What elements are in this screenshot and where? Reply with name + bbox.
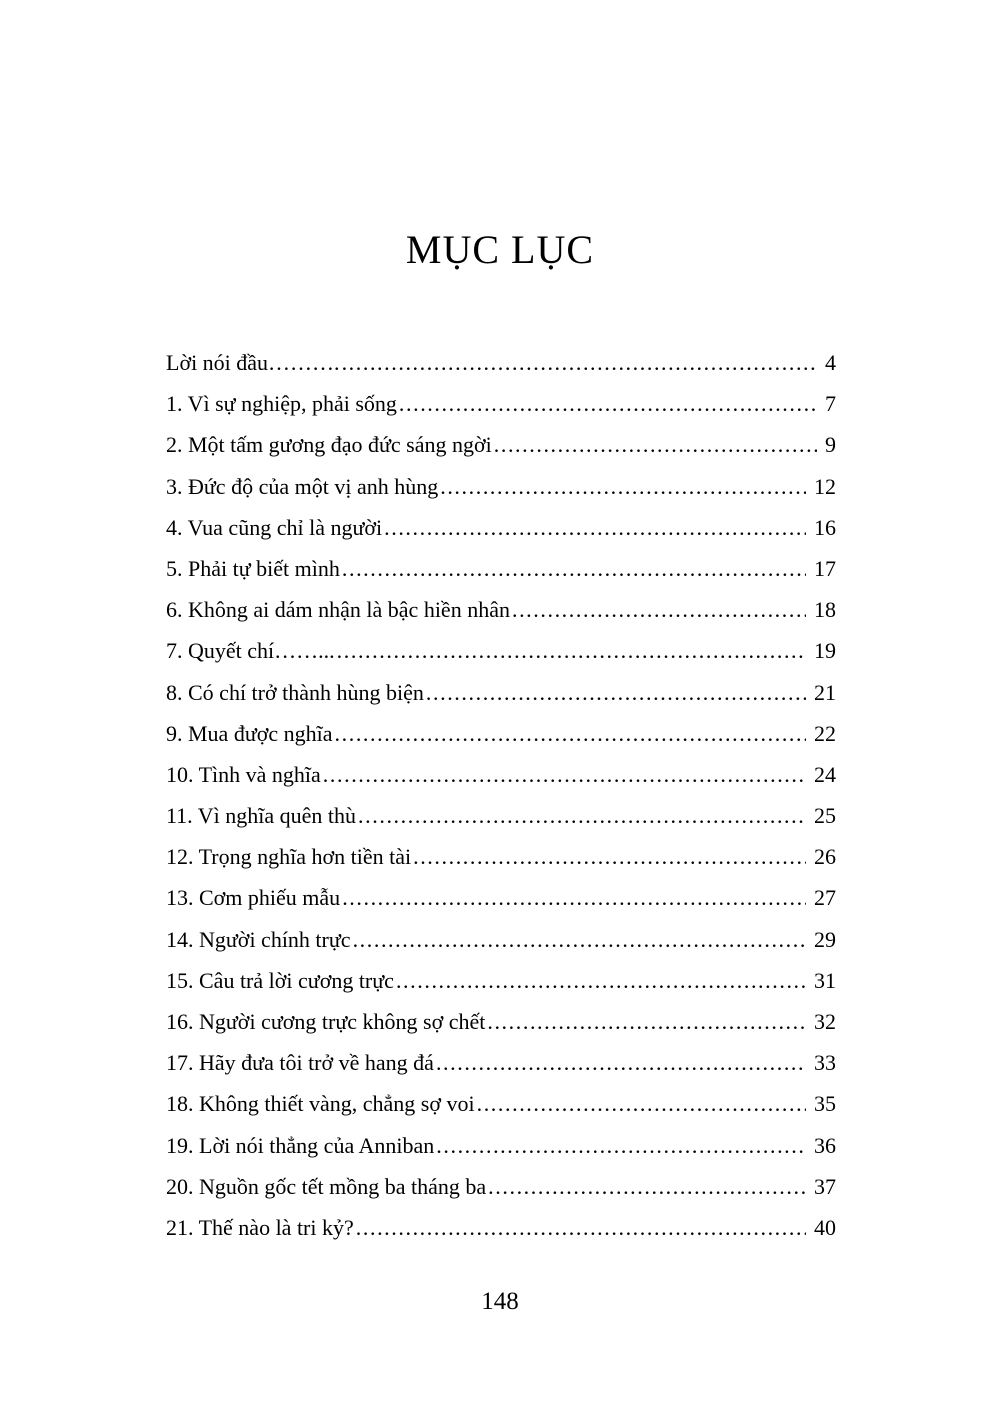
toc-entry xyxy=(166,507,836,548)
toc-entry xyxy=(166,754,836,795)
toc-dot-leader xyxy=(426,672,806,713)
toc-entry-page-number: 40 xyxy=(814,1214,836,1240)
toc-dot-leader xyxy=(353,919,806,960)
toc-entry-label: 1. Vì sự nghiệp, phải sống xyxy=(166,391,397,417)
toc-dot-leader xyxy=(358,795,806,836)
toc-entry xyxy=(166,960,836,1001)
toc-entry xyxy=(166,630,836,671)
toc-entry xyxy=(166,342,836,383)
toc-entry-page-number: 22 xyxy=(814,720,836,746)
toc-entry-page-number: 12 xyxy=(814,473,836,499)
toc-entry-page-number: 9 xyxy=(825,432,836,458)
toc-dot-leader xyxy=(399,383,817,424)
toc-dot-leader xyxy=(440,466,806,507)
toc-entry xyxy=(166,713,836,754)
toc-dot-leader xyxy=(436,1125,806,1166)
toc-entry-page-number: 26 xyxy=(814,844,836,870)
toc-entry xyxy=(166,919,836,960)
toc-entry-page-number: 7 xyxy=(825,391,836,417)
toc-entry-page-number: 27 xyxy=(814,885,836,911)
toc-entry-label: 9. Mua được nghĩa xyxy=(166,720,333,746)
toc-entry-label: 17. Hãy đưa tôi trở về hang đá xyxy=(166,1050,434,1076)
toc-dot-leader xyxy=(342,877,806,918)
toc-entry-label: 16. Người cương trực không sợ chết xyxy=(166,1009,486,1034)
toc-entry-label: 11. Vì nghĩa quên thù xyxy=(166,803,357,829)
toc-entry-label: 18. Không thiết vàng, chẳng sợ voi xyxy=(166,1091,475,1117)
toc-entry xyxy=(166,548,836,589)
toc-dot-leader xyxy=(342,548,806,589)
toc-dot-leader xyxy=(477,1083,806,1124)
toc-entry-page-number: 19 xyxy=(814,638,836,664)
toc-entry-page-number: 21 xyxy=(814,679,836,705)
toc-entry-label: 8. Có chí trở thành hùng biện xyxy=(166,679,424,705)
toc-entry xyxy=(166,1083,836,1124)
toc-entry-page-number: 25 xyxy=(814,803,836,829)
toc-entry-label: 2. Một tấm gương đạo đức sáng ngời xyxy=(166,432,492,458)
toc-entry-page-number: 4 xyxy=(825,350,836,375)
page-title: MỤC LỤC xyxy=(405,227,595,272)
toc-entry-page-number: 37 xyxy=(814,1173,836,1199)
toc-entry xyxy=(166,795,836,836)
toc-entry-page-number: 31 xyxy=(814,967,836,993)
toc-entry xyxy=(166,877,836,918)
toc-entry-label: 7. Quyết chí……... xyxy=(166,638,335,664)
toc-entry-page-number: 29 xyxy=(814,926,836,952)
toc-entry-page-number: 32 xyxy=(814,1009,836,1034)
toc-dot-leader xyxy=(512,589,806,630)
toc-entry xyxy=(166,1125,836,1166)
toc-dot-leader xyxy=(396,960,806,1001)
toc-entry xyxy=(166,466,836,507)
toc-entry-label: 3. Đức độ của một vị anh hùng xyxy=(166,473,439,499)
toc-entry-label: Lời nói đầu………. xyxy=(166,350,340,375)
toc-dot-leader xyxy=(342,342,817,383)
toc-entry xyxy=(166,672,836,713)
toc-entry-page-number: 36 xyxy=(814,1132,836,1158)
toc-dot-leader xyxy=(337,630,806,671)
toc-entry xyxy=(166,383,836,424)
toc-dot-leader xyxy=(436,1042,806,1083)
toc-dot-leader xyxy=(384,507,806,548)
toc-entry xyxy=(166,1001,836,1042)
toc-entry-page-number: 16 xyxy=(814,514,836,540)
toc-entry-page-number: 35 xyxy=(814,1091,836,1117)
toc-entry-page-number: 24 xyxy=(814,761,836,787)
toc-entry xyxy=(166,424,836,465)
toc-entry xyxy=(166,1042,836,1083)
toc-entry-label: 15. Câu trả lời cương trực xyxy=(166,967,394,993)
toc-entry xyxy=(166,1207,836,1248)
toc-entry-label: 20. Nguồn gốc tết mồng ba tháng ba xyxy=(166,1173,487,1199)
toc-entry xyxy=(166,1166,836,1207)
toc-entry-page-number: 17 xyxy=(814,555,836,581)
toc-entry xyxy=(166,836,836,877)
toc-entry-label: 21. Thế nào là tri kỷ? xyxy=(166,1214,354,1240)
toc-dot-leader xyxy=(487,1001,806,1042)
toc-dot-leader xyxy=(356,1207,806,1248)
toc-entry-label: 13. Cơm phiếu mẫu xyxy=(166,885,341,911)
toc-dot-leader xyxy=(335,713,806,754)
toc-entry-label: 5. Phải tự biết mình xyxy=(166,555,340,581)
toc-dot-leader xyxy=(488,1166,806,1207)
toc-entry xyxy=(166,589,836,630)
toc-dot-leader xyxy=(494,424,817,465)
toc-entry-label: 14. Người chính trực xyxy=(166,926,351,952)
toc-list xyxy=(166,342,836,1248)
toc-entry-label: 6. Không ai dám nhận là bậc hiền nhân xyxy=(166,597,510,623)
toc-entry-page-number: 33 xyxy=(814,1050,836,1076)
toc-entry-label: 12. Trọng nghĩa hơn tiền tài xyxy=(166,844,412,870)
toc-entry-label: 10. Tình và nghĩa xyxy=(166,761,321,787)
toc-dot-leader xyxy=(323,754,806,795)
toc-dot-leader xyxy=(413,836,806,877)
toc-entry-label: 19. Lời nói thẳng của Anniban xyxy=(166,1132,435,1158)
footer-page-number: 148 xyxy=(481,1288,519,1315)
toc-entry-label: 4. Vua cũng chỉ là người xyxy=(166,514,383,540)
toc-entry-page-number: 18 xyxy=(814,597,836,623)
